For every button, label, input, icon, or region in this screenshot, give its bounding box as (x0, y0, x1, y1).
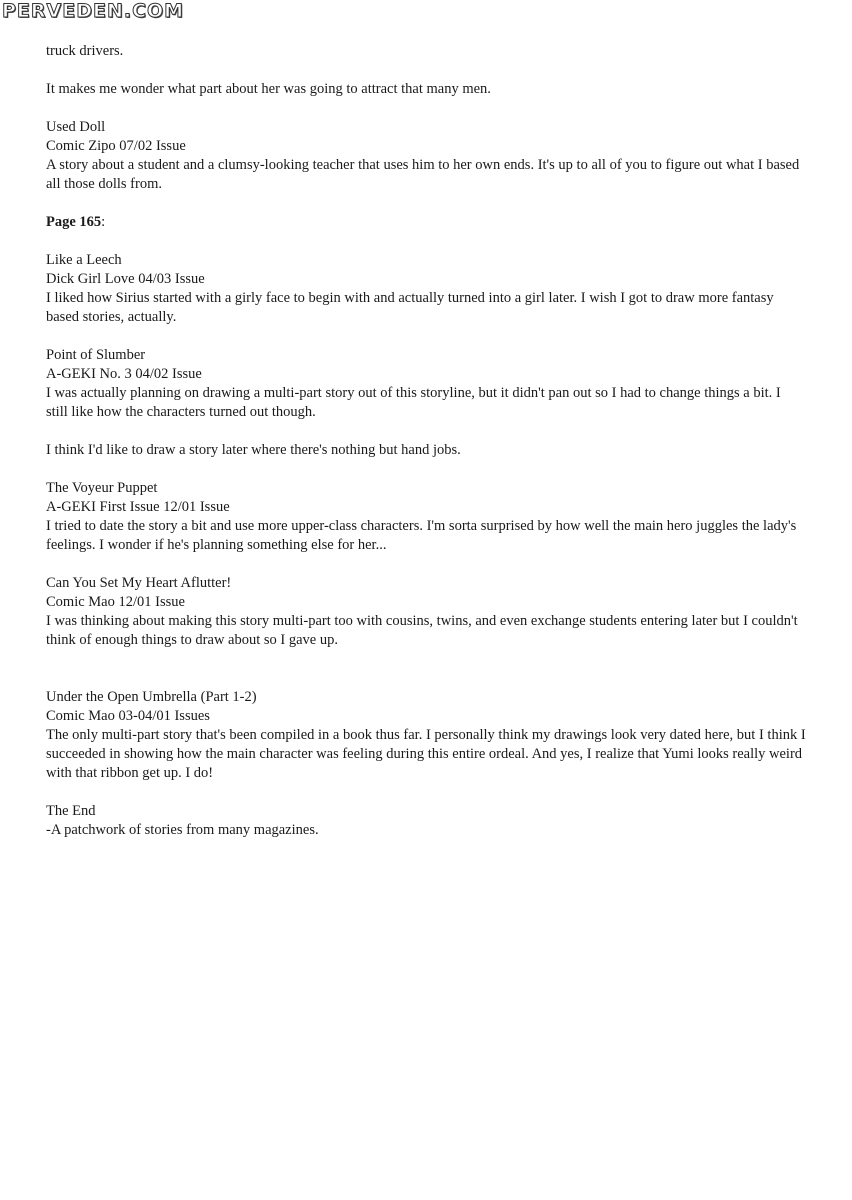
story-issue: A-GEKI No. 3 04/02 Issue (46, 366, 202, 382)
intro-continuation (46, 42, 806, 61)
story-comment: I was actually planning on drawing a multi-part story out of this storyline, but it didn't pan out so I had to change things a bit. I still like how the characters turned out though. (46, 385, 781, 420)
the-end-subtitle: -A patchwork of stories from many magazines. (46, 822, 319, 838)
story-comment: A story about a student and a clumsy-looking teacher that uses him to her own ends. It's up to all of you to figure out what I based all those dolls from. (46, 157, 800, 192)
story-used-doll (46, 118, 806, 194)
story-point-of-slumber (46, 346, 806, 422)
intro-line: truck drivers. (46, 43, 124, 59)
document-body (46, 42, 806, 859)
story-comment: The only multi-part story that's been compiled in a book thus far. I personally think my drawings look very dated here, but I think I succeeded in showing how the main character was feeling during this entire ordeal. And yes, I realize that Yumi looks really weird with that ribbon get up. I do! (46, 727, 806, 781)
story-title: Point of Slumber (46, 347, 146, 363)
intro-comment-line: It makes me wonder what part about her was going to attract that many men. (46, 81, 491, 97)
story-comment: I liked how Sirius started with a girly face to begin with and actually turned into a girl later. I wish I got to draw more fantasy based stories, actually. (46, 290, 774, 325)
the-end-title: The End (46, 803, 96, 819)
page-heading-label: Page 165 (46, 214, 102, 230)
the-end (46, 802, 806, 840)
intro-comment (46, 80, 806, 99)
story-title: Can You Set My Heart Aflutter! (46, 575, 232, 591)
story-issue: Comic Mao 12/01 Issue (46, 594, 185, 610)
story-like-a-leech (46, 251, 806, 327)
story-point-of-slumber-extra (46, 441, 806, 460)
story-comment: I tried to date the story a bit and use more upper-class characters. I'm sorta surprised by how well the main hero juggles the lady's feelings. I wonder if he's planning something else for her... (46, 518, 797, 553)
story-issue: Comic Mao 03-04/01 Issues (46, 708, 210, 724)
story-voyeur-puppet (46, 479, 806, 555)
story-comment-extra: I think I'd like to draw a story later where there's nothing but hand jobs. (46, 442, 461, 458)
page-heading (46, 213, 806, 232)
story-title: Under the Open Umbrella (Part 1-2) (46, 689, 257, 705)
story-issue: Comic Zipo 07/02 Issue (46, 138, 186, 154)
story-title: The Voyeur Puppet (46, 480, 158, 496)
story-comment: I was thinking about making this story multi-part too with cousins, twins, and even exchange students entering later but I couldn't think of enough things to draw about so I gave up. (46, 613, 798, 648)
story-heart-aflutter (46, 574, 806, 650)
story-open-umbrella (46, 688, 806, 783)
story-title: Used Doll (46, 119, 106, 135)
page-heading-suffix: : (101, 214, 106, 230)
story-issue: A-GEKI First Issue 12/01 Issue (46, 499, 230, 515)
story-title: Like a Leech (46, 252, 122, 268)
site-watermark: PERVEDEN.COM (2, 0, 185, 22)
story-issue: Dick Girl Love 04/03 Issue (46, 271, 205, 287)
